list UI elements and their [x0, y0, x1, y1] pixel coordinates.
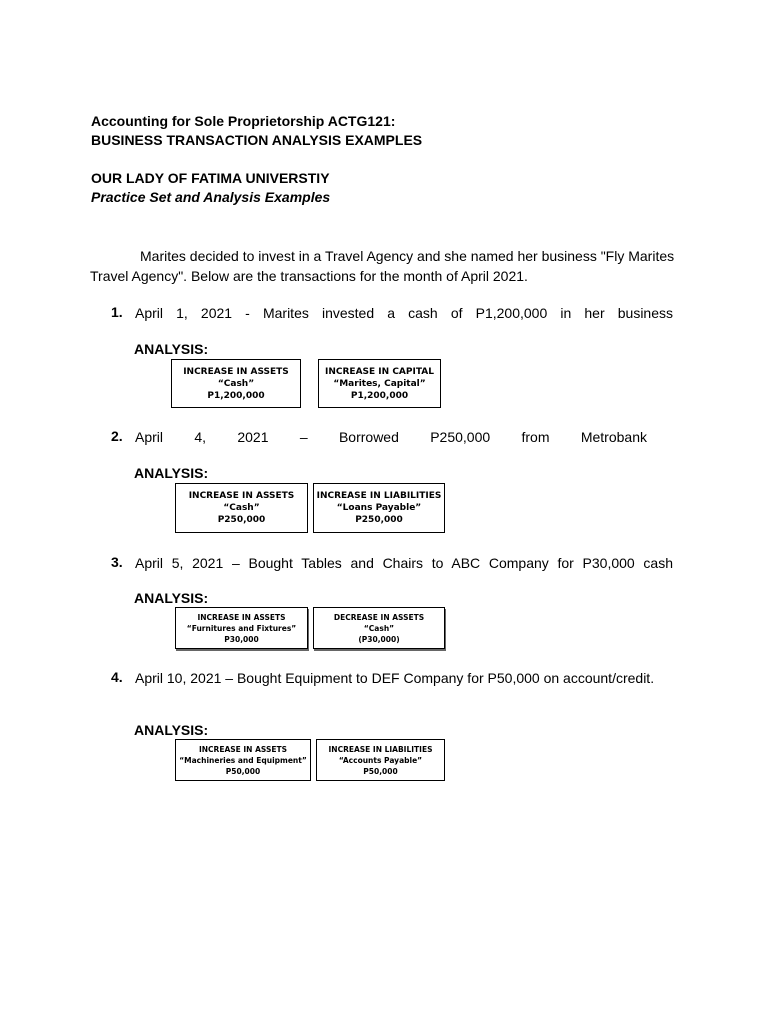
transaction-text: April 10, 2021 – Bought Equipment to DEF Company for P50,000 on account/credit. [135, 670, 655, 686]
transaction-text: April 5, 2021 – Bought Tables and Chairs to ABC Company for P30,000 cash [135, 555, 673, 571]
box-title: INCREASE IN LIABILITIES [328, 744, 433, 754]
box-amount: P50,000 [225, 766, 261, 776]
analysis-label: ANALYSIS: [134, 341, 209, 357]
box-account: “Machineries and Equipment” [179, 755, 307, 765]
transaction-number: 3. [111, 554, 123, 570]
university-name: OUR LADY OF FATIMA UNIVERSTIY [91, 170, 330, 186]
analysis-label: ANALYSIS: [134, 590, 209, 606]
analysis-box-right [313, 607, 445, 649]
transaction-text: April 4, 2021 – Borrowed P250,000 from Metrobank [135, 429, 647, 445]
box-account: “Accounts Payable” [338, 755, 423, 765]
box-account: “Cash” [217, 378, 255, 389]
transaction-number: 1. [111, 304, 123, 320]
course-title: Accounting for Sole Proprietorship ACTG121: [91, 113, 396, 129]
box-account: “Furnitures and Fixtures” [186, 623, 297, 633]
intro-paragraph: Marites decided to invest in a Travel Agency and she named her business "Fly Marites Travel Agency". Below are the transactions for the month of April 2021. [90, 248, 675, 284]
box-amount: P1,200,000 [207, 390, 265, 401]
analysis-box-left [175, 607, 308, 649]
box-title: INCREASE IN ASSETS [198, 744, 287, 754]
box-title: INCREASE IN ASSETS [197, 612, 286, 622]
box-amount: P250,000 [355, 515, 403, 525]
document-title: BUSINESS TRANSACTION ANALYSIS EXAMPLES [91, 132, 423, 148]
box-amount: P50,000 [363, 766, 398, 776]
box-title: INCREASE IN LIABILITIES [316, 491, 442, 501]
box-account: “Cash” [363, 623, 395, 633]
document-subtitle: Practice Set and Analysis Examples [91, 189, 331, 205]
analysis-box-left [175, 739, 311, 781]
box-amount: P250,000 [217, 515, 266, 525]
analysis-box-left [171, 359, 301, 408]
transaction-text: April 1, 2021 - Marites invested a cash of P1,200,000 in her business [135, 305, 673, 321]
analysis-label: ANALYSIS: [134, 465, 209, 481]
box-title: INCREASE IN ASSETS [188, 491, 295, 501]
box-title: INCREASE IN CAPITAL [325, 366, 434, 377]
box-amount: (P30,000) [358, 634, 400, 644]
box-title: DECREASE IN ASSETS [333, 612, 425, 622]
box-amount: P1,200,000 [350, 390, 409, 401]
box-account: “Loans Payable” [336, 503, 422, 513]
analysis-box-right [313, 483, 445, 533]
box-account: “Marites, Capital” [333, 378, 426, 389]
box-account: “Cash” [223, 503, 260, 513]
analysis-box-right [316, 739, 445, 781]
analysis-label: ANALYSIS: [134, 722, 209, 738]
transaction-number: 2. [111, 428, 123, 444]
analysis-box-left [175, 483, 308, 533]
box-amount: P30,000 [224, 634, 259, 644]
transaction-number: 4. [111, 669, 123, 685]
analysis-box-right [318, 359, 441, 408]
box-title: INCREASE IN ASSETS [183, 366, 289, 377]
